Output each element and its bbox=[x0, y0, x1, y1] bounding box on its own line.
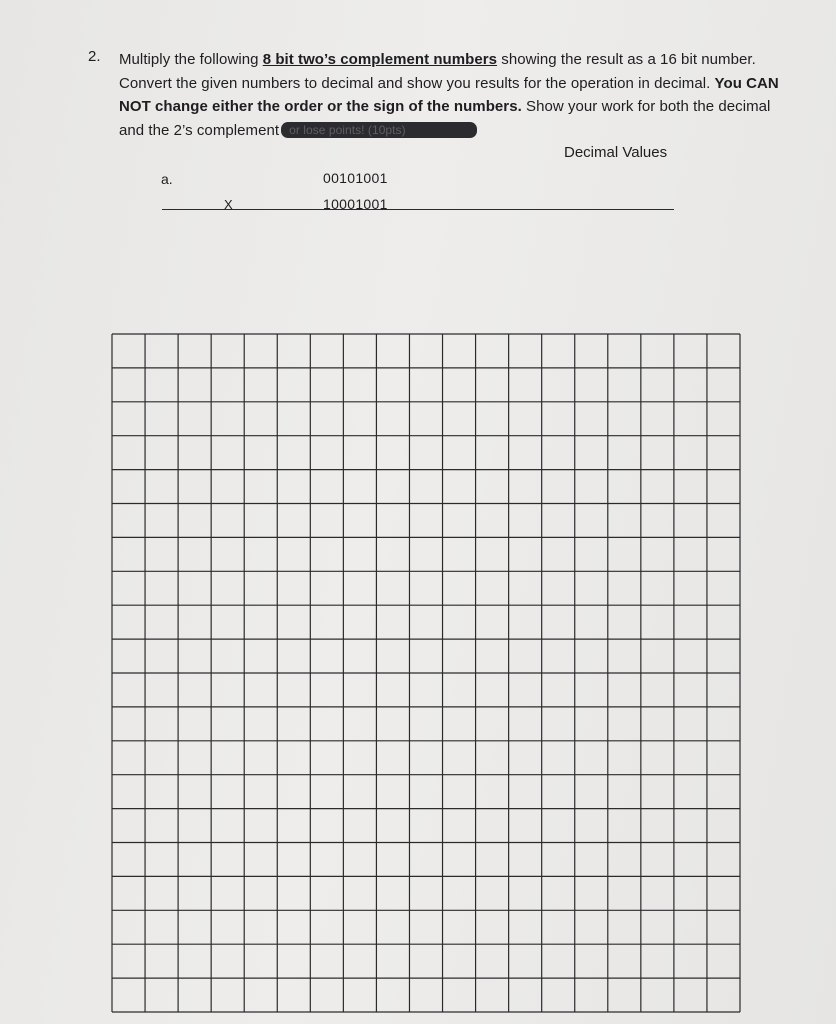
decimal-values-header: Decimal Values bbox=[564, 144, 668, 161]
question-number: 2. bbox=[88, 48, 101, 65]
operand-2: 10001001 bbox=[323, 196, 388, 212]
redacted-text: or lose points! (10pts) bbox=[281, 122, 477, 138]
work-grid[interactable] bbox=[111, 333, 741, 1013]
question-rule: You CAN NOT change either the order or the sign of the numbers. bbox=[119, 74, 779, 115]
question-text bbox=[119, 48, 787, 142]
question-ending: Show your work for both the decimal and the 2’s complement bbox=[119, 98, 771, 139]
question-body: showing the result as a 16 bit number. Convert the given numbers to decimal and show you results for the operation in decimal. bbox=[119, 51, 756, 92]
question-intro: Multiply the following bbox=[119, 51, 263, 68]
answer-rule bbox=[162, 209, 674, 210]
operand-1: 00101001 bbox=[323, 170, 388, 186]
question-emphasis: 8 bit two’s complement numbers bbox=[262, 51, 498, 68]
part-a-label: a. bbox=[161, 171, 173, 187]
multiply-sign: X bbox=[224, 197, 233, 212]
